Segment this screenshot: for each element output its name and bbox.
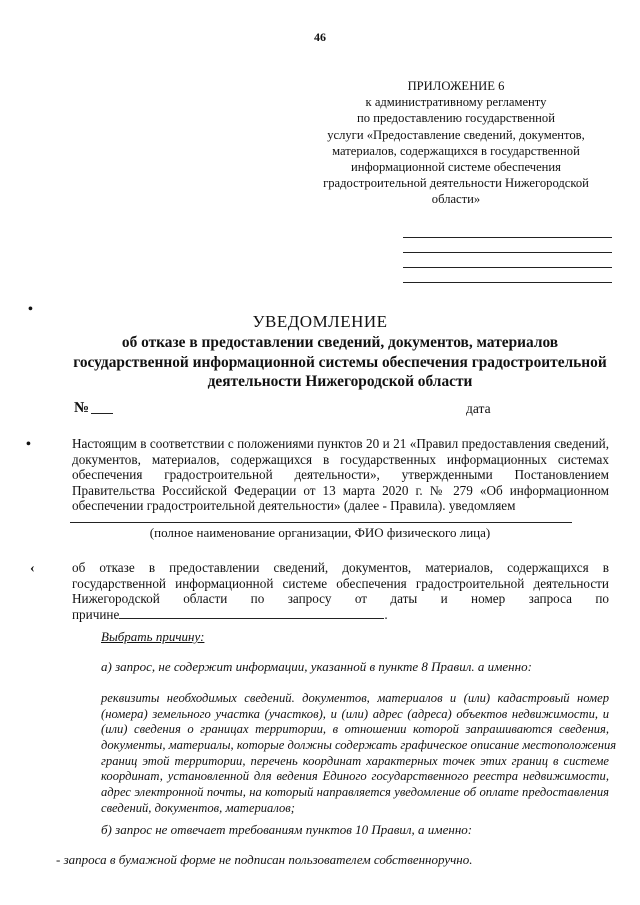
paragraph-line: Настоящим в соответствии с положениями пунктов 20 и 21 «Правил предоставления сведений,: [72, 436, 609, 451]
paragraph-line: об отказе в предоставлении сведений, документов, материалов, содержащихся в: [72, 560, 609, 575]
margin-mark: ‹: [30, 561, 35, 576]
date-label: дата: [466, 401, 491, 416]
details-line: (номера) земельного участка (участков), и (или) адрес (адреса) объектов недвижимости, и: [101, 706, 609, 721]
organization-name-caption: (полное наименование организации, ФИО физического лица): [149, 525, 491, 540]
notice-title: УВЕДОМЛЕНИЕ: [252, 312, 388, 331]
paragraph-line: Нижегородской области по запросу от даты и номер запроса по: [72, 591, 609, 607]
page-number: 46: [314, 30, 326, 44]
appendix-line: информационной системе обеспечения: [351, 160, 561, 175]
notice-subtitle-line: деятельности Нижегородской области: [207, 373, 473, 390]
refusal-paragraph: [72, 560, 609, 622]
reason-prefix: причине: [72, 606, 120, 622]
addressee-blank-line: [403, 237, 612, 238]
reason-b-item: - запроса в бумажной форме не подписан пользователем собственноручно.: [56, 852, 473, 867]
details-line: координат, установленной для ведения Единого государственного реестра недвижимости,: [101, 769, 609, 784]
appendix-line: по предоставлению государственной: [357, 111, 555, 126]
appendix-line: области»: [431, 192, 481, 207]
reason-b: б) запрос не отвечает требованиям пунктов 10 Правил, а именно:: [101, 822, 473, 837]
reason-suffix: .: [384, 606, 388, 622]
addressee-blank-line: [403, 252, 612, 253]
details-line: сведений, документов, материалов;: [101, 800, 295, 815]
choose-reason-label: Выбрать причину:: [101, 629, 205, 644]
reason-blank-line: [119, 607, 384, 619]
details-line: реквизиты необходимых сведений. документов, материалов и (или) кадастровый номер: [101, 691, 609, 705]
addressee-blank-line: [403, 282, 612, 283]
number-label: №: [74, 400, 90, 416]
organization-name-blank-line: [70, 522, 572, 523]
reason-a-details: [101, 691, 617, 817]
reason-a: а) запрос, не содержит информации, указанной в пункте 8 Правил. а именно:: [101, 659, 532, 674]
addressee-blank-line: [403, 267, 612, 268]
paragraph-line: [72, 607, 609, 623]
paragraph-line: обеспечении градостроительной деятельности» (далее - Правила). уведомляем: [72, 498, 516, 514]
margin-mark: •: [28, 302, 33, 317]
appendix-line: градостроительной деятельности Нижегородской: [323, 176, 589, 191]
appendix-line: к административному регламенту: [365, 95, 547, 110]
details-line: границ этой территории, перечень координат характерных точек этих границ в системе: [101, 753, 609, 768]
appendix-header: [306, 78, 606, 208]
appendix-line: услуги «Предоставление сведений, документов,: [327, 127, 585, 142]
paragraph-line: документов, материалов, содержащихся в государственных информационных системах: [72, 451, 609, 467]
notice-subtitle-line: об отказе в предоставлении сведений, документов, материалов: [121, 334, 559, 351]
appendix-line: ПРИЛОЖЕНИЕ 6: [407, 79, 505, 93]
paragraph-line: Правительства Российской Федерации от 13 марта 2020 г. № 279 «Об информационном: [72, 482, 609, 498]
margin-mark: •: [26, 437, 31, 452]
paragraph-line: государственной информационной системе обеспечения градостроительной деятельности: [72, 575, 609, 591]
number-blank-line: [91, 413, 113, 414]
intro-paragraph: [72, 436, 609, 514]
appendix-line: материалов, содержащихся в государственной: [332, 143, 580, 158]
notice-subtitle: [60, 333, 620, 392]
notice-subtitle-line: государственной информационной системы обеспечения градостроительной: [73, 353, 607, 371]
details-line: адрес электронной почты, на который направляется уведомление об оплате предоставления: [101, 785, 609, 800]
details-line: документы, материалы, которые должны содержать графическое описание местоположения: [101, 738, 617, 753]
details-line: (или) сведения о границах территории, в отношении которой запрашиваются сведения,: [101, 722, 609, 737]
paragraph-line: обеспечения градостроительной деятельности», утвержденными Постановлением: [72, 467, 609, 483]
